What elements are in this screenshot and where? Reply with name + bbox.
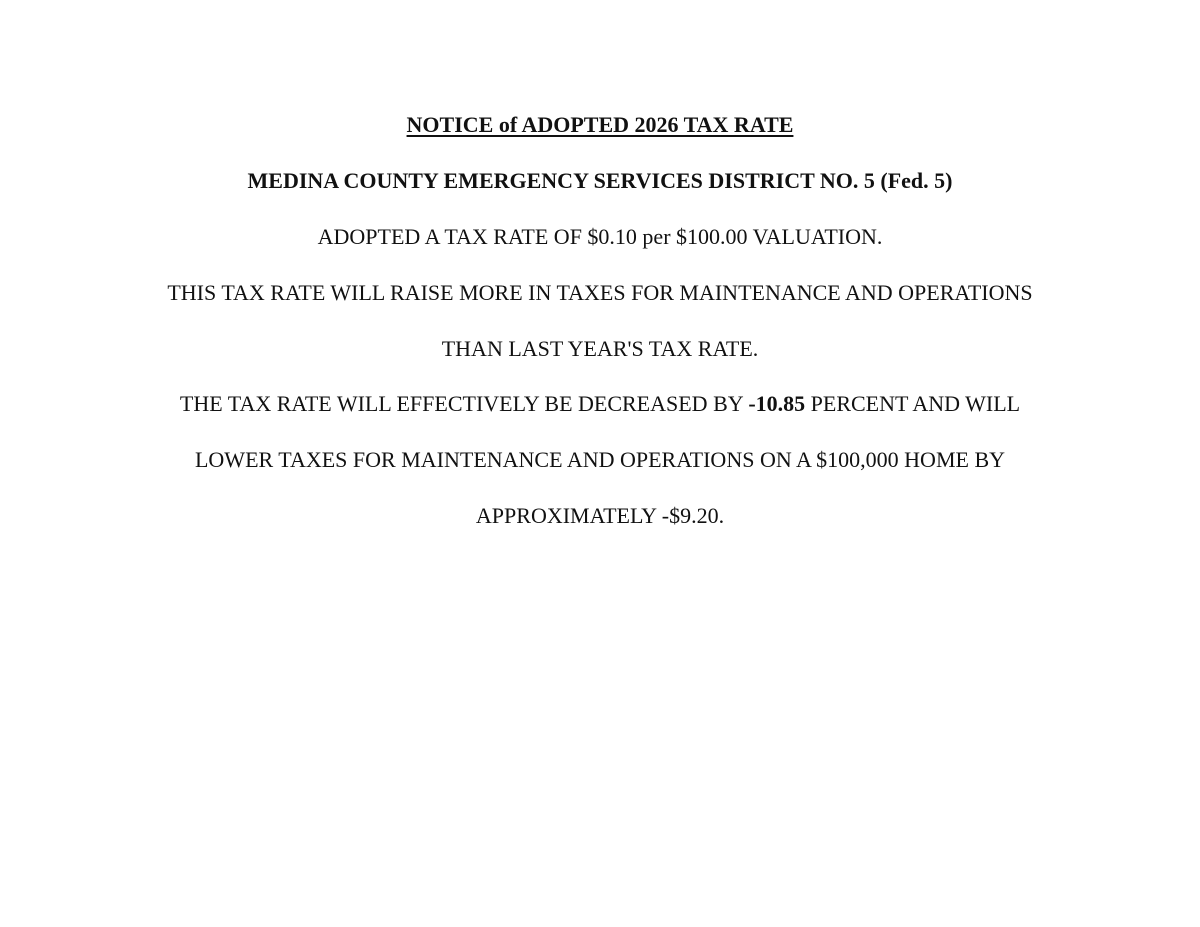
approximate-amount-line: APPROXIMATELY -$9.20. bbox=[475, 503, 725, 528]
effective-prefix: THE TAX RATE WILL EFFECTIVELY BE DECREASED BY bbox=[179, 391, 749, 416]
notice-title: NOTICE of ADOPTED 2026 TAX RATE bbox=[406, 112, 794, 137]
raise-line-2: THAN LAST YEAR'S TAX RATE. bbox=[441, 336, 759, 361]
effective-percent: -10.85 bbox=[748, 391, 806, 416]
district-name: MEDINA COUNTY EMERGENCY SERVICES DISTRICT NO. 5 (Fed. 5) bbox=[247, 168, 953, 193]
lower-taxes-line: LOWER TAXES FOR MAINTENANCE AND OPERATIONS ON A $100,000 HOME BY bbox=[194, 447, 1006, 472]
effective-decrease-line bbox=[0, 391, 1200, 417]
raise-line-1: THIS TAX RATE WILL RAISE MORE IN TAXES FOR MAINTENANCE AND OPERATIONS bbox=[167, 280, 1033, 305]
effective-suffix: PERCENT AND WILL bbox=[805, 391, 1021, 416]
adopted-rate-line: ADOPTED A TAX RATE OF $0.10 per $100.00 VALUATION. bbox=[317, 224, 883, 249]
